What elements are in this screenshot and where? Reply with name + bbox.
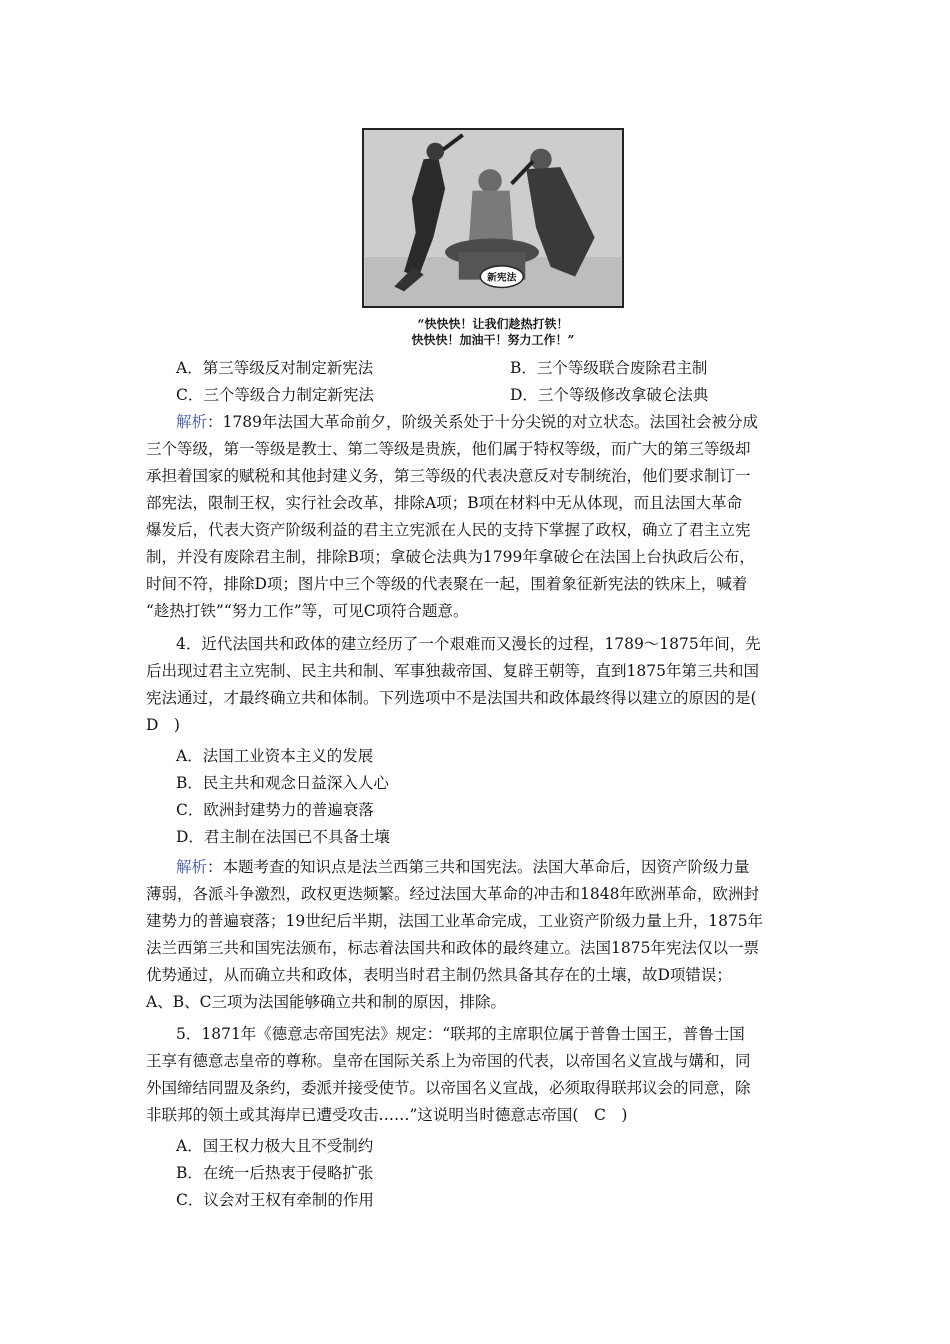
q3-analysis-line: 部宪法，限制王权，实行社会改革，排除A项；B项在材料中无从体现，而且法国大革命 <box>146 494 743 512</box>
q5-stem-line: 非联邦的领土或其海岸已遭受攻击……”这说明当时德意志帝国( C ) <box>146 1106 628 1124</box>
q3-analysis-text: ：1789年法国大革命前夕，阶级关系处于十分尖锐的对立状态。法国社会被分成 <box>207 413 758 431</box>
q4-option-b: B．民主共和观念日益深入人心 <box>176 774 389 792</box>
q4-analysis-line: 薄弱，各派斗争激烈，政权更迭频繁。经过法国大革命的冲击和1848年欧洲革命，欧洲封 <box>146 885 759 903</box>
figure-caption-line-2: 快快快！加油干！努力工作！” <box>411 333 575 347</box>
q4-option-d: D．君主制在法国已不具备土壤 <box>176 828 390 846</box>
q5-option-a: A．国王权力极大且不受制约 <box>176 1137 374 1155</box>
q4-analysis-label: 解析 <box>176 858 208 876</box>
cartoon-illustration <box>362 128 624 308</box>
q4-stem-line: 后出现过君主立宪制、民主共和制、军事独裁帝国、复辟王朝等，直到1875年第三共和国 <box>146 662 759 680</box>
q4-analysis-line <box>176 857 836 877</box>
figure-caption-line-1: “快快快！让我们趁热打铁！ <box>417 317 569 331</box>
q3-analysis-label: 解析 <box>176 413 208 431</box>
q3-option-d: D．三个等级修改拿破仑法典 <box>510 386 709 404</box>
q5-stem-line: 外国缔结同盟及条约，委派并接受使节。以帝国名义宣战，必须取得联邦议会的同意，除 <box>146 1079 751 1097</box>
q3-analysis-line: “趁热打铁”“努力工作”等，可见C项符合题意。 <box>146 602 469 620</box>
new-constitution-label: 新宪法 <box>487 272 517 284</box>
q3-analysis-line: 制，并没有废除君主制，排除B项；拿破仑法典为1799年拿破仑在法国上台执政后公布， <box>146 548 755 566</box>
q4-option-c: C．欧洲封建势力的普遍衰落 <box>176 801 374 819</box>
q4-stem-line: 4．近代法国共和政体的建立经历了一个艰难而又漫长的过程，1789～1875年间，先 <box>176 635 761 653</box>
q5-option-c: C．议会对王权有牵制的作用 <box>176 1191 374 1209</box>
q5-stem-line: 王享有德意志皇帝的尊称。皇帝在国际关系上为帝国的代表，以帝国名义宣战与媾和，同 <box>146 1052 751 1070</box>
q3-analysis-line <box>176 412 836 432</box>
q5-option-b: B．在统一后热衷于侵略扩张 <box>176 1164 374 1182</box>
q4-analysis-line: 建势力的普遍衰落；19世纪后半期，法国工业革命完成，工业资产阶级力量上升，1875年 <box>146 912 764 930</box>
q3-analysis-line: 时间不符，排除D项；图片中三个等级的代表聚在一起，围着象征新宪法的铁床上，喊着 <box>146 575 748 593</box>
q4-analysis-line: A、B、C三项为法国能够确立共和制的原因，排除。 <box>146 993 506 1011</box>
q5-stem-line: 5．1871年《德意志帝国宪法》规定：“联邦的主席职位属于普鲁士国王，普鲁士国 <box>176 1025 745 1043</box>
q3-option-a: A．第三等级反对制定新宪法 <box>176 359 374 377</box>
cartoon-drawing <box>364 130 622 306</box>
q3-analysis-line: 三个等级，第一等级是教士、第二等级是贵族，他们属于特权等级，而广大的第三等级却 <box>146 440 751 458</box>
q4-analysis-line: 优势通过，从而确立共和政体，表明当时君主制仍然具备其存在的土壤，故D项错误； <box>146 966 732 984</box>
q3-analysis-line: 爆发后，代表大资产阶级利益的君主立宪派在人民的支持下掌握了政权，确立了君主立宪 <box>146 521 751 539</box>
q4-analysis-line: 法兰西第三共和国宪法颁布，标志着法国共和政体的最终建立。法国1875年宪法仅以一票 <box>146 939 759 957</box>
q4-answer: D ) <box>146 716 180 734</box>
q3-option-c: C．三个等级合力制定新宪法 <box>176 386 374 404</box>
q4-stem-line: 宪法通过，才最终确立共和体制。下列选项中不是法国共和政体最终得以建立的原因的是( <box>146 689 757 707</box>
q3-analysis-line: 承担着国家的赋税和其他封建义务，第三等级的代表决意反对专制统治，他们要求制订一 <box>146 467 751 485</box>
q4-analysis-text: ：本题考查的知识点是法兰西第三共和国宪法。法国大革命后，因资产阶级力量 <box>207 858 750 876</box>
q3-option-b: B．三个等级联合废除君主制 <box>510 359 708 377</box>
q4-option-a: A．法国工业资本主义的发展 <box>176 747 374 765</box>
